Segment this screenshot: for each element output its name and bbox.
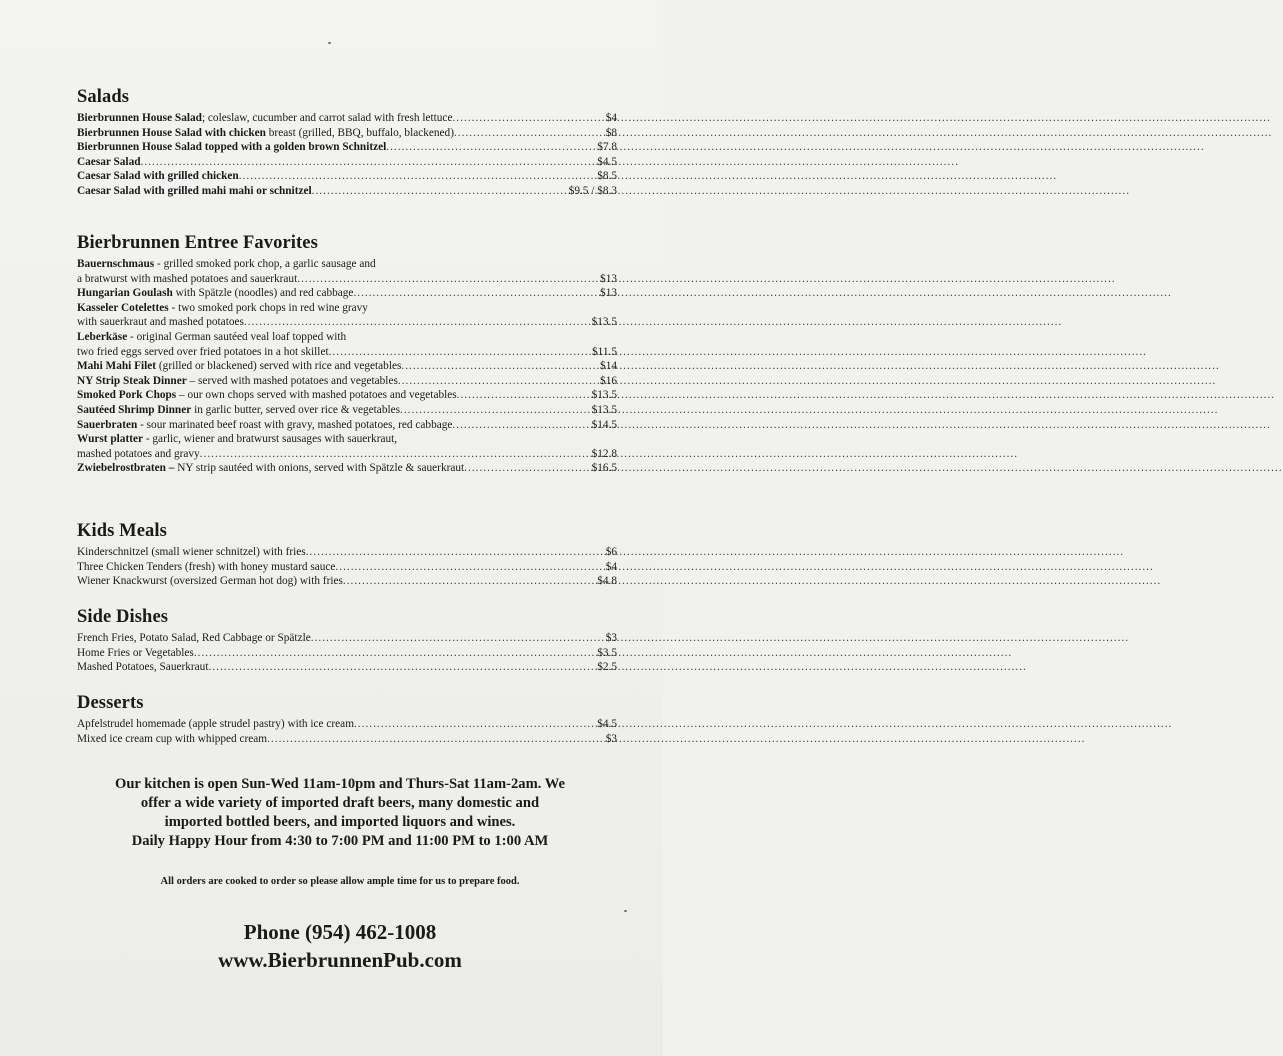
item-name: Bierbrunnen House Salad xyxy=(77,112,202,124)
item-name: Zwiebelrostbraten – xyxy=(77,462,175,475)
item-desc: Wiener Knackwurst (oversized German hot dog) with fries xyxy=(77,575,343,588)
menu-item xyxy=(77,184,617,199)
desserts-heading: Desserts xyxy=(77,693,144,713)
item-price: $3 xyxy=(605,632,617,644)
menu-item xyxy=(77,111,617,126)
menu-item xyxy=(77,574,617,589)
item-name: Caesar Salad xyxy=(77,155,141,168)
item-desc: breast (grilled, BBQ, buffalo, blackened) xyxy=(265,126,454,139)
item-price: $4 xyxy=(605,112,617,124)
item-desc-cont: mashed potatoes and gravy xyxy=(77,447,200,460)
item-desc: – our own chops served with mashed potatoes and vegetables xyxy=(176,389,457,402)
item-desc: Kinderschnitzel (small wiener schnitzel) with fries xyxy=(77,546,306,558)
menu-item-line xyxy=(77,301,617,316)
item-price: $11.5 xyxy=(592,345,617,358)
menu-item xyxy=(77,140,617,155)
kids-heading: Kids Meals xyxy=(77,521,167,541)
item-price: $6 xyxy=(605,546,617,558)
item-desc-cont: a bratwurst with mashed potatoes and sauerkraut xyxy=(77,272,298,285)
entrees-section xyxy=(77,232,617,476)
item-desc-cont: with sauerkraut and mashed potatoes xyxy=(77,316,244,329)
item-price: $16.5 xyxy=(591,462,617,475)
item-price: $14 xyxy=(600,360,617,373)
item-price: $16 xyxy=(600,374,617,387)
item-desc: (grilled or blackened) served with rice and vegetables xyxy=(156,360,402,373)
menu-item xyxy=(77,169,617,184)
item-price: $3 xyxy=(605,732,617,745)
menu-item xyxy=(77,286,617,301)
hours-line: Our kitchen is open Sun-Wed 11am-10pm and Thurs-Sat 11am-2am. We xyxy=(114,776,566,792)
item-name: Caesar Salad with grilled mahi mahi or schnitzel xyxy=(77,184,312,197)
hours-line: imported bottled beers, and imported liquors and wines. xyxy=(164,814,516,830)
item-price: $4 xyxy=(605,560,617,573)
item-desc: in garlic butter, served over rice & vegetables xyxy=(191,403,401,416)
item-price: $13 xyxy=(600,287,617,300)
item-price: $7.8 xyxy=(597,141,617,154)
menu-item xyxy=(77,461,617,476)
item-name: Smoked Pork Chops xyxy=(77,389,177,402)
entrees-heading: Bierbrunnen Entree Favorites xyxy=(77,233,318,253)
item-desc-cont: two fried eggs served over fried potatoes in a hot skillet xyxy=(77,345,329,358)
menu-item xyxy=(77,447,617,462)
item-desc: with Spätzle (noodles) and red cabbage xyxy=(172,287,354,300)
item-name: Kasseler Cotelettes xyxy=(77,301,169,314)
item-price: $13.5 xyxy=(591,316,617,329)
happy-hour-line: Daily Happy Hour from 4:30 to 7:00 PM and 11:00 PM to 1:00 AM xyxy=(131,833,549,849)
item-price: $2.5 xyxy=(597,661,617,674)
item-desc: - sour marinated beef roast with gravy, mashed potatoes, red cabbage xyxy=(137,418,453,431)
menu-item xyxy=(77,359,617,374)
item-desc: Mixed ice cream cup with whipped cream xyxy=(77,732,268,745)
item-price: $3.5 xyxy=(597,646,617,659)
item-name: Hungarian Goulash xyxy=(77,287,173,300)
item-desc: Mashed Potatoes, Sauerkraut xyxy=(77,661,209,674)
menu-item-line xyxy=(77,257,617,272)
desserts-section xyxy=(77,692,617,746)
paper-speck xyxy=(328,42,331,44)
item-name: Bierbrunnen House Salad with chicken xyxy=(77,126,266,139)
item-desc: - original German sautéed veal loaf topped with xyxy=(127,330,347,343)
item-price: $13.5 xyxy=(591,389,617,402)
item-price: $4.5 xyxy=(597,155,617,168)
item-desc: - grilled smoked pork chop, a garlic sausage and xyxy=(154,258,376,270)
item-price: $9.5 / $8.3 xyxy=(568,184,617,197)
menu-item xyxy=(77,418,617,433)
menu-item xyxy=(77,545,617,560)
menu-item xyxy=(77,345,617,360)
salads-section xyxy=(77,86,617,199)
sides-heading: Side Dishes xyxy=(77,607,169,627)
hours-block xyxy=(60,775,620,851)
item-name: Sauerbraten xyxy=(77,418,138,431)
item-price: $4.8 xyxy=(597,575,617,588)
item-desc: Three Chicken Tenders (fresh) with honey mustard sauce xyxy=(77,560,336,573)
item-price: $12.8 xyxy=(591,447,617,460)
menu-item xyxy=(77,155,617,170)
paper-speck xyxy=(624,910,627,912)
website-link[interactable]: www.BierbrunnenPub.com xyxy=(218,948,462,972)
order-note: All orders are cooked to order so please allow ample time for us to prepare food. xyxy=(160,876,520,887)
phone-number: Phone (954) 462-1008 xyxy=(243,920,437,944)
salads-heading: Salads xyxy=(77,87,130,107)
menu-item xyxy=(77,631,617,646)
menu-item xyxy=(77,272,617,287)
menu-item xyxy=(77,660,617,675)
item-name: NY Strip Steak Dinner xyxy=(77,374,187,387)
menu-item xyxy=(77,732,617,747)
item-price: $8.5 xyxy=(597,170,617,183)
kids-section xyxy=(77,520,617,589)
item-desc: – served with mashed potatoes and vegetables xyxy=(186,374,398,387)
item-price: $13.5 xyxy=(591,403,617,416)
item-price: $13 xyxy=(600,272,617,285)
item-desc: Apfelstrudel homemade (apple strudel pastry) with ice cream xyxy=(77,718,354,730)
sides-section xyxy=(77,606,617,675)
contact-block xyxy=(60,918,620,974)
menu-item xyxy=(77,403,617,418)
item-name: Wurst platter xyxy=(77,433,143,446)
item-name: Caesar Salad with grilled chicken xyxy=(77,170,239,183)
item-desc: - garlic, wiener and bratwurst sausages with sauerkraut, xyxy=(143,433,398,446)
menu-item xyxy=(77,315,617,330)
menu-item xyxy=(77,126,617,141)
menu-item xyxy=(77,560,617,575)
menu-item-line xyxy=(77,330,617,345)
item-name: Bierbrunnen House Salad topped with a golden brown Schnitzel xyxy=(77,141,387,154)
item-desc: NY strip sautéed with onions, served with Spätzle & sauerkraut xyxy=(174,462,465,475)
hours-line: offer a wide variety of imported draft beers, many domestic and xyxy=(140,795,540,811)
item-desc: - two smoked pork chops in red wine gravy xyxy=(168,301,368,314)
menu-item xyxy=(77,646,617,661)
item-name: Mahi Mahi Filet xyxy=(77,360,157,373)
item-price: $8 xyxy=(605,126,617,139)
item-name: Bauernschmaus xyxy=(77,258,155,270)
menu-item-line xyxy=(77,432,617,447)
item-desc: ; coleslaw, cucumber and carrot salad with fresh lettuce xyxy=(201,112,453,124)
item-price: $4.5 xyxy=(597,718,617,730)
menu-item xyxy=(77,717,617,732)
item-name: Leberkäse xyxy=(77,330,128,343)
item-name: Sautéed Shrimp Dinner xyxy=(77,403,192,416)
menu-item xyxy=(77,374,617,389)
item-price: $14.5 xyxy=(591,418,617,431)
item-desc: French Fries, Potato Salad, Red Cabbage or Spätzle xyxy=(77,632,311,644)
item-desc: Home Fries or Vegetables xyxy=(77,646,194,659)
menu-item xyxy=(77,388,617,403)
